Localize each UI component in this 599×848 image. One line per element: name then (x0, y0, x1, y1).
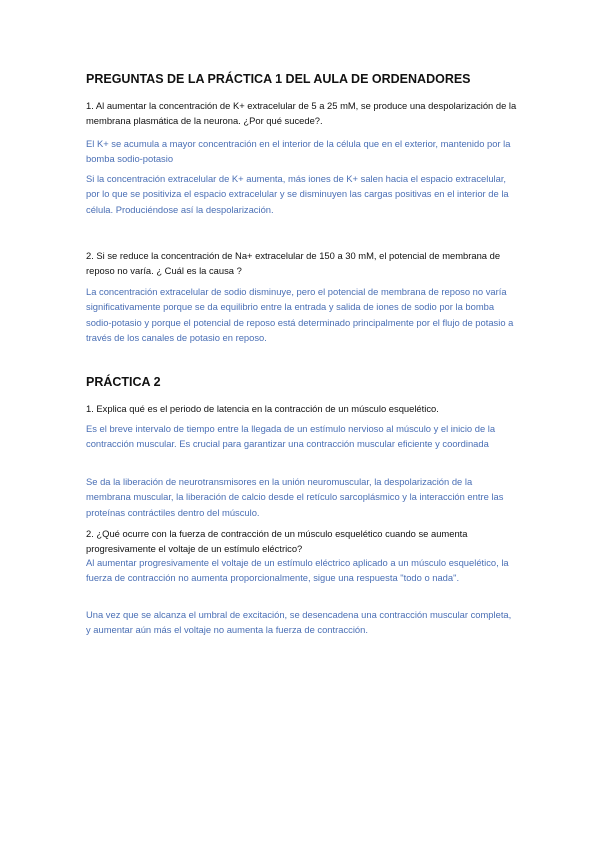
section1-question-2: 2. Si se reduce la concentración de Na+ extracelular de 150 a 30 mM, el potencial de membrana de reposo no varía. ¿ Cuál es la causa ? (86, 250, 501, 277)
section2-question-1: 1. Explica qué es el periodo de latencia en la contracción de un músculo esquelético. (86, 403, 439, 414)
section2-title: PRÁCTICA 2 (86, 375, 161, 389)
section2-answer-2a: Al aumentar progresivamente el voltaje de un estímulo eléctrico aplicado a un músculo esquelético, la fuerza de contracción no aumenta proporcionalmente, sigue una respuesta "todo o nada". (86, 557, 509, 584)
section2-answer-1b: Se da la liberación de neurotransmisores en la unión neuromuscular, la despolarización de la membrana muscular, la liberación de calcio desde el retículo sarcoplásmico y la interacción entre las proteínas contráctiles dentro del músculo. (86, 476, 504, 518)
section2-question-2: 2. ¿Qué ocurre con la fuerza de contracción de un músculo esquelético cuando se aumenta progresivamente el voltaje de un estímulo eléctrico? (86, 528, 468, 555)
section1-answer-1b: Si la concentración extracelular de K+ aumenta, más iones de K+ salen hacia el espacio extracelular, por lo que se positiviza el espacio extracelular y se disminuyen las cargas positivas en el interior de la célula. Produciéndose así la despolarización. (86, 173, 509, 215)
section2-answer-2b: Una vez que se alcanza el umbral de excitación, se desencadena una contracción muscular completa, y aumentar aún más el voltaje no aumenta la fuerza de contracción. (86, 609, 512, 636)
section2-answer-1a: Es el breve intervalo de tiempo entre la llegada de un estímulo nervioso al músculo y el inicio de la contracción muscular. Es crucial para garantizar una contracción muscular eficiente y coordinada (86, 423, 496, 450)
section1-title: PREGUNTAS DE LA PRÁCTICA 1 DEL AULA DE ORDENADORES (86, 72, 471, 86)
section1-answer-1a: El K+ se acumula a mayor concentración en el interior de la célula que en el exterior, mantenido por la bomba sodio-potasio (86, 138, 511, 165)
section1-answer-2: La concentración extracelular de sodio disminuye, pero el potencial de membrana de reposo no varía significativamente porque se da equilibrio entre la entrada y salida de iones de sodio por la bomba sodio-potasio y porque el potencial de reposo está determinado principalmente por el flujo de potasio a través de los canales de potasio en reposo. (86, 286, 514, 344)
section1-question-1: 1. Al aumentar la concentración de K+ extracelular de 5 a 25 mM, se produce una despolarización de la membrana plasmática de la neurona. ¿Por qué sucede?. (86, 100, 517, 127)
